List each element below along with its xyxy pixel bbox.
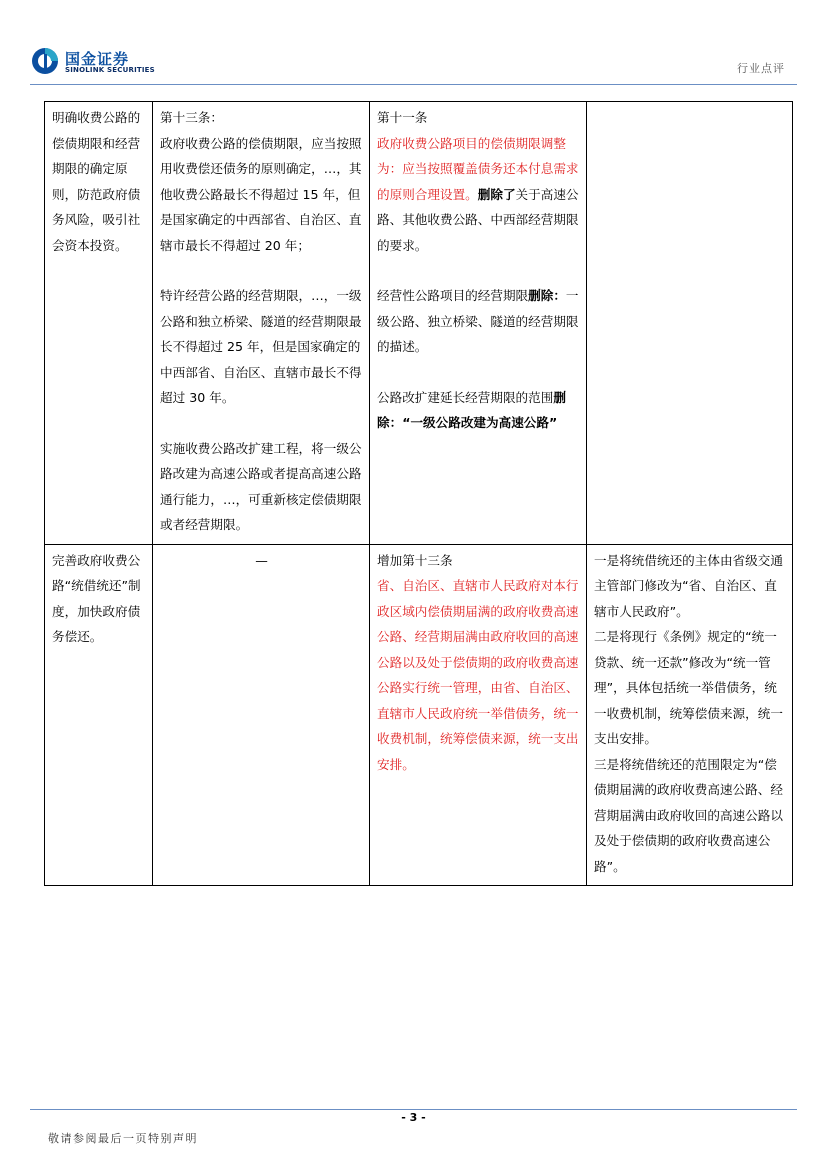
header-divider — [30, 84, 797, 85]
new-clause-cell — [370, 544, 587, 886]
deletion-marker: 删除：“一级公路改建为高速公路” — [377, 389, 566, 430]
new-clause-paragraph — [377, 283, 580, 360]
disclaimer-text: 敬请参阅最后一页特别声明 — [48, 1132, 198, 1145]
comparison-table — [44, 101, 793, 886]
report-type-label: 行业点评 — [737, 62, 785, 75]
note-cell — [587, 544, 793, 886]
deletion-marker: 删除： — [528, 288, 566, 303]
old-clause-paragraph: 实施收费公路改扩建工程，将一级公路改建为高速公路或者提高高速公路通行能力，…，可重新核定偿债期限或者经营期限。 — [160, 440, 362, 532]
revised-text-highlight: 省、自治区、直辖市人民政府对本行政区域内偿债期届满的政府收费高速公路、经营期届满由政府收回的高速公路以及处于偿债期的政府收费高速公路实行统一管理，由省、自治区、直辖市人民政府统一举借债务，统一收费机制，统筹偿债来源，统一支出安排。 — [377, 578, 579, 772]
note-paragraph: 一是将统借统还的主体由省级交通主管部门修改为“省、自治区、直辖市人民政府”。 — [594, 552, 783, 619]
table-row — [45, 544, 793, 886]
footer-divider — [30, 1109, 797, 1110]
new-clause-text: 关于高速公路、其他收费公路、中西部经营期限的要求。 — [377, 186, 579, 253]
page-header — [0, 0, 827, 90]
new-clause-paragraph — [377, 385, 580, 436]
note-paragraph: 二是将现行《条例》规定的“统一贷款、统一还款”修改为“统一管理”，具体包括统一举借债务，统一收费机制，统筹偿债来源，统一支出安排。 — [594, 629, 783, 746]
empty-dash: — — [255, 552, 268, 568]
purpose-text: 明确收费公路的偿债期限和经营期限的确定原则，防范政府债务风险，吸引社会资本投资。 — [52, 110, 141, 253]
page-number: - 3 - — [401, 1111, 426, 1124]
purpose-cell — [45, 102, 153, 545]
note-paragraph: 三是将统借统还的范围限定为“偿债期届满的政府收费高速公路、经营期届满由政府收回的高速公路以及处于偿债期的政府收费高速公路”。 — [594, 756, 783, 874]
new-clause-text: 公路改扩建延长经营期限的范围 — [377, 389, 554, 405]
old-clause-paragraph: 特许经营公路的经营期限，…，一级公路和独立桥梁、隧道的经营期限最长不得超过 25 年，但是国家确定的中西部省、自治区、直辖市最长不得超过 30 年。 — [160, 288, 362, 405]
company-logo — [30, 46, 160, 80]
revised-text-highlight: 政府收费公路项目的偿债期限调整为：应当按照覆盖债务还本付息需求的原则合理设置。 — [377, 135, 579, 202]
deletion-marker: 删除了 — [477, 186, 516, 202]
new-clause-text: 经营性公路项目的经营期限 — [377, 288, 529, 303]
table-row — [45, 102, 793, 545]
logo-mark-icon — [30, 46, 60, 76]
new-clause-text: 一级公路、独立桥梁、隧道的经营期限的描述。 — [377, 288, 579, 354]
new-clause-cell — [370, 102, 587, 545]
old-clause-paragraph: 政府收费公路的偿债期限，应当按照用收费偿还债务的原则确定，…，其他收费公路最长不得超过 15 年，但是国家确定的中西部省、自治区、直辖市最长不得超过 20 年； — [160, 135, 362, 253]
old-clause-title: 第十三条： — [160, 110, 223, 125]
old-clause-cell — [153, 102, 370, 545]
new-clause-paragraph — [377, 131, 580, 259]
logo-chinese-name: 国金证券 — [65, 50, 130, 68]
old-clause-cell — [153, 544, 370, 886]
logo-english-name: SINOLINK SECURITIES — [65, 66, 155, 74]
purpose-text: 完善政府收费公路“统借统还”制度，加快政府债务偿还。 — [52, 552, 141, 644]
new-clause-title: 第十一条 — [377, 110, 428, 125]
purpose-cell — [45, 544, 153, 886]
note-cell — [587, 102, 793, 545]
new-clause-title: 增加第十三条 — [377, 552, 453, 568]
